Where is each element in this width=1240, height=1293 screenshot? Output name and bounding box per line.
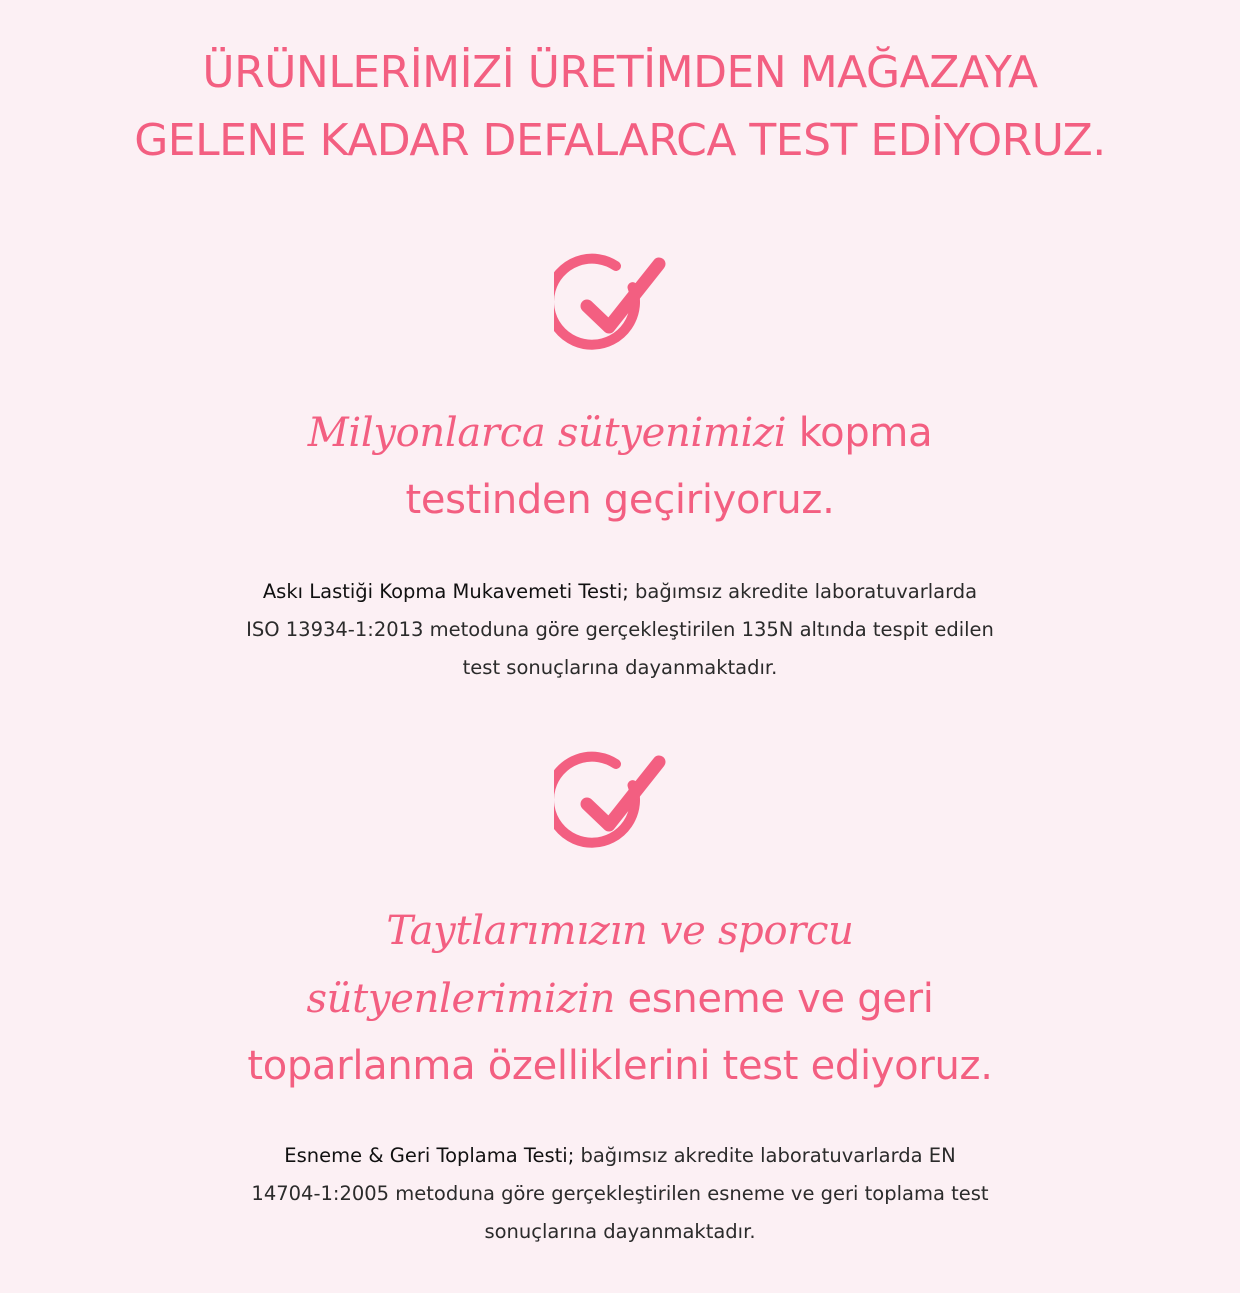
section-2-title-emphasis-1: Taytlarımızın ve sporcu bbox=[386, 908, 854, 954]
page-headline-line-1: ÜRÜNLERİMİZİ ÜRETİMDEN MAĞAZAYA bbox=[202, 47, 1038, 98]
section-2-desc-strong: Esneme & Geri Toplama Testi; bbox=[284, 1144, 575, 1167]
section-2-title-line-2 bbox=[0, 966, 1240, 1032]
section-1-desc-line-1 bbox=[0, 573, 1240, 611]
section-2-desc-line-3: sonuçlarına dayanmaktadır. bbox=[484, 1220, 756, 1243]
section-2-desc-rest: bağımsız akredite laboratuvarlarda EN bbox=[574, 1144, 956, 1167]
page-headline-line-2: GELENE KADAR DEFALARCA TEST EDİYORUZ. bbox=[134, 115, 1106, 166]
section-1-title-line-2: testinden geçiriyoruz. bbox=[405, 477, 835, 523]
section-1-desc-strong: Askı Lastiği Kopma Mukavemeti Testi; bbox=[262, 580, 629, 603]
section-1-title-rest: kopma bbox=[786, 410, 933, 456]
section-1-desc-line-2: ISO 13934-1:2013 metoduna göre gerçekleştirilen 135N altında tespit edilen bbox=[246, 618, 994, 641]
section-2-desc-line-2: 14704-1:2005 metoduna göre gerçekleştirilen esneme ve geri toplama test bbox=[251, 1182, 989, 1205]
section-1-title-emphasis: Milyonlarca sütyenimizi bbox=[307, 410, 787, 456]
section-2-title-line-1 bbox=[0, 898, 1240, 964]
section-2-title-emphasis-2: sütyenlerimizin bbox=[306, 976, 616, 1022]
section-2-title-rest: esneme ve geri bbox=[615, 976, 934, 1022]
section-1-desc-line-3: test sonuçlarına dayanmaktadır. bbox=[462, 656, 778, 679]
section-1-desc-rest: bağımsız akredite laboratuvarlarda bbox=[628, 580, 978, 603]
section-2-desc-line-1 bbox=[0, 1137, 1240, 1175]
check-circle-icon bbox=[554, 748, 674, 858]
section-2-title-line-3: toparlanma özelliklerini test ediyoruz. bbox=[247, 1043, 993, 1089]
section-1-title-line-1 bbox=[0, 400, 1240, 466]
check-circle-icon bbox=[554, 250, 674, 360]
